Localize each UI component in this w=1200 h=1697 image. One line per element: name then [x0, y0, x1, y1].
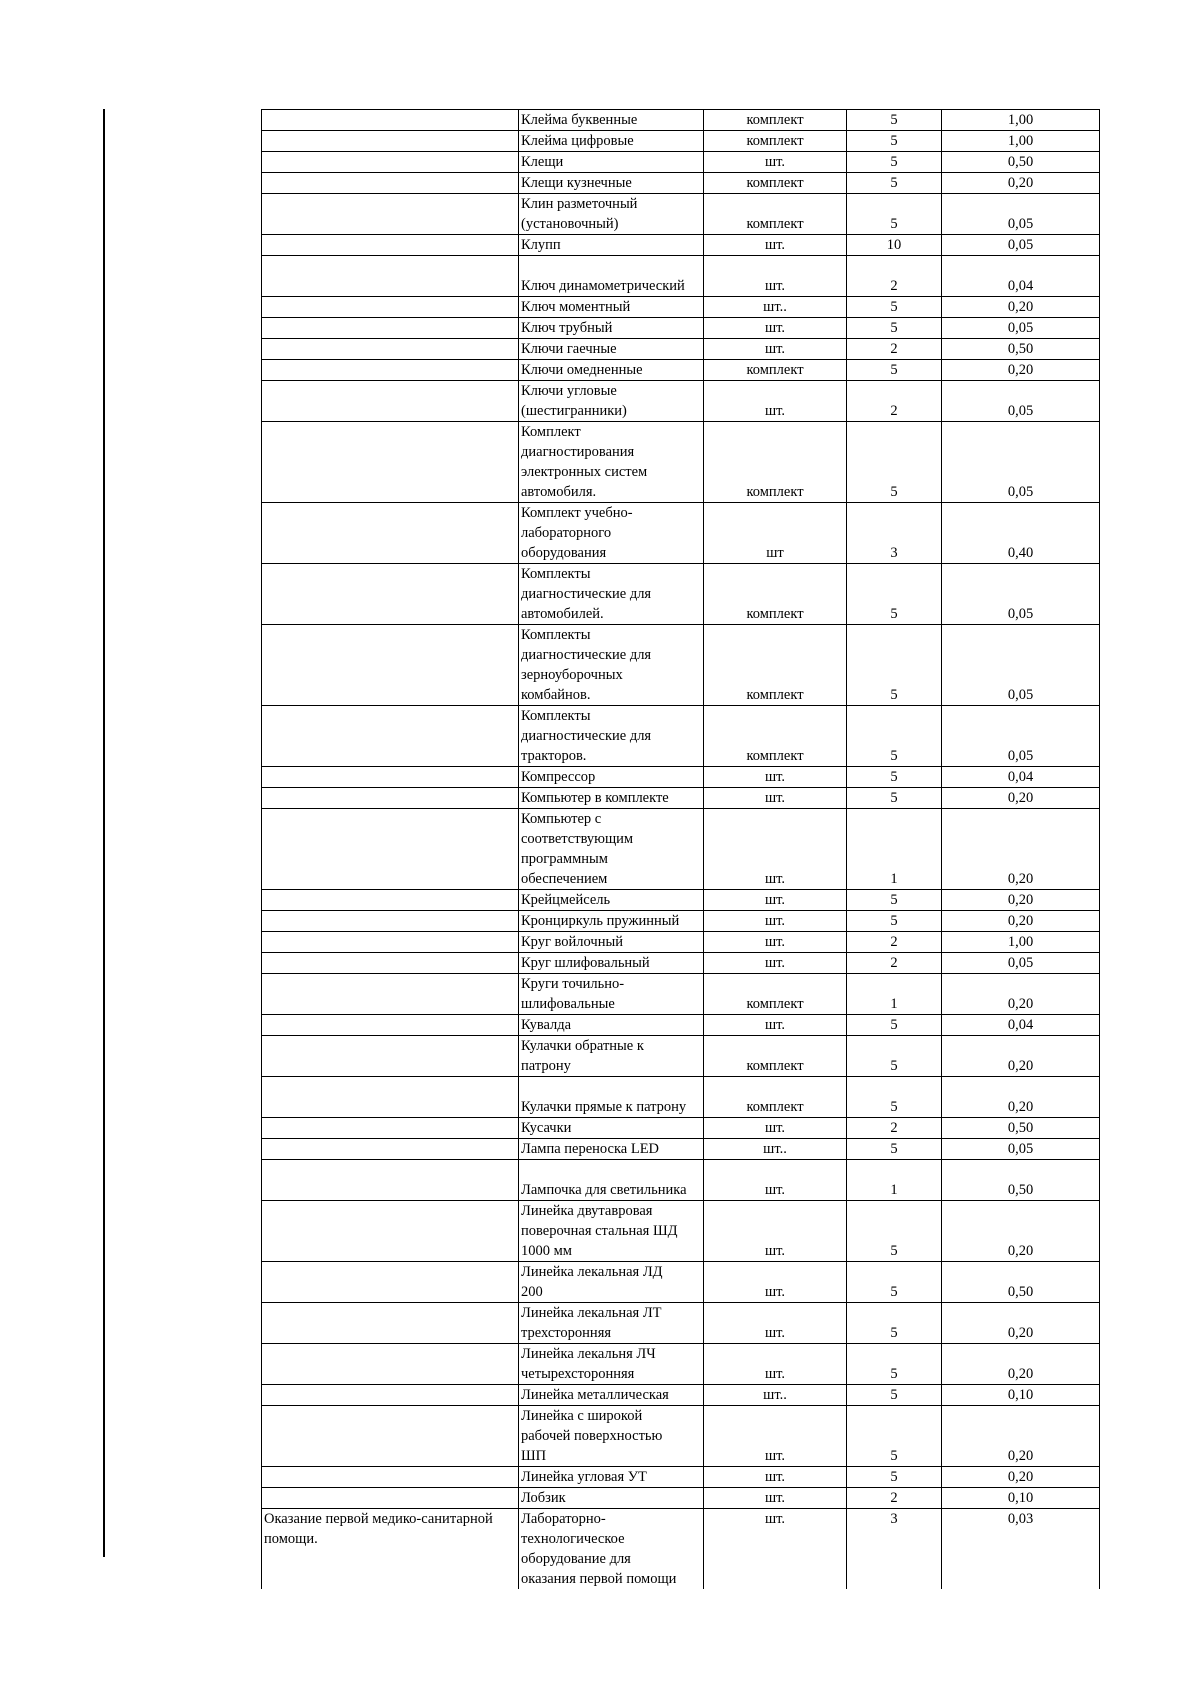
quantity-cell: 3 — [847, 1509, 942, 1590]
item-name-cell: Комплект учебно- лабораторного оборудования — [519, 503, 704, 564]
table-row — [262, 110, 1100, 131]
section-cell — [262, 194, 519, 235]
coefficient-cell: 0,05 — [942, 564, 1100, 625]
coefficient-cell: 1,00 — [942, 932, 1100, 953]
unit-cell: шт. — [704, 152, 847, 173]
table-row — [262, 503, 1100, 564]
section-cell — [262, 809, 519, 890]
quantity-cell: 2 — [847, 339, 942, 360]
section-cell — [262, 974, 519, 1015]
coefficient-cell: 0,50 — [942, 1118, 1100, 1139]
item-name-cell: Кусачки — [519, 1118, 704, 1139]
section-cell — [262, 911, 519, 932]
item-name-cell: Лампочка для светильника — [519, 1160, 704, 1201]
section-cell — [262, 1201, 519, 1262]
table-row — [262, 564, 1100, 625]
item-name-cell: Крейцмейсель — [519, 890, 704, 911]
table-row — [262, 911, 1100, 932]
quantity-cell: 5 — [847, 173, 942, 194]
quantity-cell: 5 — [847, 1406, 942, 1467]
unit-cell: шт.. — [704, 297, 847, 318]
section-cell — [262, 1385, 519, 1406]
table-row — [262, 318, 1100, 339]
table-row — [262, 1015, 1100, 1036]
item-name-cell: Ключ моментный — [519, 297, 704, 318]
section-cell — [262, 932, 519, 953]
unit-cell: шт. — [704, 809, 847, 890]
item-name-cell: Кулачки прямые к патрону — [519, 1077, 704, 1118]
table-row — [262, 974, 1100, 1015]
coefficient-cell: 0,50 — [942, 339, 1100, 360]
quantity-cell: 5 — [847, 1139, 942, 1160]
unit-cell: комплект — [704, 974, 847, 1015]
quantity-cell: 5 — [847, 767, 942, 788]
section-cell — [262, 1160, 519, 1201]
table-row — [262, 788, 1100, 809]
table-row — [262, 706, 1100, 767]
unit-cell: шт. — [704, 1509, 847, 1590]
section-cell — [262, 360, 519, 381]
coefficient-cell: 0,05 — [942, 706, 1100, 767]
table-row — [262, 173, 1100, 194]
section-cell — [262, 1015, 519, 1036]
coefficient-cell: 0,10 — [942, 1385, 1100, 1406]
table-row — [262, 131, 1100, 152]
table-row — [262, 339, 1100, 360]
item-name-cell: Круг войлочный — [519, 932, 704, 953]
unit-cell: комплект — [704, 131, 847, 152]
quantity-cell: 3 — [847, 503, 942, 564]
coefficient-cell: 1,00 — [942, 131, 1100, 152]
table-row — [262, 1385, 1100, 1406]
coefficient-cell: 0,04 — [942, 767, 1100, 788]
unit-cell: шт. — [704, 381, 847, 422]
section-cell — [262, 173, 519, 194]
quantity-cell: 5 — [847, 1077, 942, 1118]
quantity-cell: 10 — [847, 235, 942, 256]
table-row — [262, 767, 1100, 788]
quantity-cell: 5 — [847, 1201, 942, 1262]
section-cell — [262, 1262, 519, 1303]
section-cell — [262, 564, 519, 625]
section-cell — [262, 110, 519, 131]
item-name-cell: Линейка двутавровая поверочная стальная ШД 1000 мм — [519, 1201, 704, 1262]
section-cell — [262, 318, 519, 339]
quantity-cell: 5 — [847, 297, 942, 318]
section-cell — [262, 890, 519, 911]
section-cell — [262, 788, 519, 809]
item-name-cell: Линейка лекальня ЛЧ четырехсторонняя — [519, 1344, 704, 1385]
section-cell — [262, 152, 519, 173]
coefficient-cell: 0,20 — [942, 1406, 1100, 1467]
coefficient-cell: 0,20 — [942, 1036, 1100, 1077]
table-row — [262, 422, 1100, 503]
quantity-cell: 5 — [847, 360, 942, 381]
coefficient-cell: 0,05 — [942, 381, 1100, 422]
table-row — [262, 1344, 1100, 1385]
item-name-cell: Ключ трубный — [519, 318, 704, 339]
item-name-cell: Линейка лекальная ЛД 200 — [519, 1262, 704, 1303]
quantity-cell: 5 — [847, 1344, 942, 1385]
table-row — [262, 1488, 1100, 1509]
unit-cell: шт. — [704, 1467, 847, 1488]
table-row — [262, 1201, 1100, 1262]
section-cell — [262, 1303, 519, 1344]
item-name-cell: Линейка лекальная ЛТ трехсторонняя — [519, 1303, 704, 1344]
item-name-cell: Кулачки обратные к патрону — [519, 1036, 704, 1077]
section-cell — [262, 131, 519, 152]
quantity-cell: 5 — [847, 890, 942, 911]
item-name-cell: Ключи угловые (шестигранники) — [519, 381, 704, 422]
equipment-table-wrapper — [261, 109, 1100, 1589]
coefficient-cell: 0,20 — [942, 1201, 1100, 1262]
unit-cell: комплект — [704, 110, 847, 131]
item-name-cell: Комплект диагностирования электронных систем автомобиля. — [519, 422, 704, 503]
item-name-cell: Клейма цифровые — [519, 131, 704, 152]
unit-cell: шт. — [704, 1344, 847, 1385]
quantity-cell: 5 — [847, 110, 942, 131]
unit-cell: шт. — [704, 1406, 847, 1467]
item-name-cell: Лобзик — [519, 1488, 704, 1509]
unit-cell: шт. — [704, 932, 847, 953]
item-name-cell: Клин разметочный (установочный) — [519, 194, 704, 235]
coefficient-cell: 0,05 — [942, 422, 1100, 503]
unit-cell: шт.. — [704, 1139, 847, 1160]
section-cell — [262, 1344, 519, 1385]
quantity-cell: 1 — [847, 809, 942, 890]
table-row — [262, 1077, 1100, 1118]
item-name-cell: Линейка угловая УТ — [519, 1467, 704, 1488]
coefficient-cell: 0,20 — [942, 1077, 1100, 1118]
coefficient-cell: 0,20 — [942, 809, 1100, 890]
unit-cell: шт. — [704, 339, 847, 360]
section-cell — [262, 1118, 519, 1139]
quantity-cell: 5 — [847, 788, 942, 809]
quantity-cell: 2 — [847, 1488, 942, 1509]
section-cell — [262, 706, 519, 767]
item-name-cell: Клупп — [519, 235, 704, 256]
table-row — [262, 890, 1100, 911]
item-name-cell: Лабораторно- технологическое оборудование для оказания первой помощи — [519, 1509, 704, 1590]
unit-cell: шт. — [704, 1118, 847, 1139]
coefficient-cell: 0,10 — [942, 1488, 1100, 1509]
section-cell — [262, 339, 519, 360]
coefficient-cell: 0,20 — [942, 173, 1100, 194]
unit-cell: шт. — [704, 890, 847, 911]
coefficient-cell: 0,05 — [942, 194, 1100, 235]
coefficient-cell: 0,04 — [942, 1015, 1100, 1036]
coefficient-cell: 0,20 — [942, 890, 1100, 911]
section-cell — [262, 256, 519, 297]
unit-cell: шт. — [704, 953, 847, 974]
table-row — [262, 809, 1100, 890]
table-row — [262, 1160, 1100, 1201]
coefficient-cell: 0,20 — [942, 788, 1100, 809]
coefficient-cell: 0,40 — [942, 503, 1100, 564]
quantity-cell: 1 — [847, 1160, 942, 1201]
item-name-cell: Клейма буквенные — [519, 110, 704, 131]
unit-cell: шт. — [704, 318, 847, 339]
unit-cell: шт. — [704, 767, 847, 788]
section-cell — [262, 503, 519, 564]
item-name-cell: Круг шлифовальный — [519, 953, 704, 974]
table-row — [262, 1467, 1100, 1488]
item-name-cell: Линейка металлическая — [519, 1385, 704, 1406]
quantity-cell: 5 — [847, 706, 942, 767]
unit-cell: шт. — [704, 1201, 847, 1262]
coefficient-cell: 0,20 — [942, 360, 1100, 381]
quantity-cell: 5 — [847, 194, 942, 235]
quantity-cell: 5 — [847, 564, 942, 625]
coefficient-cell: 0,05 — [942, 1139, 1100, 1160]
unit-cell: шт. — [704, 1015, 847, 1036]
table-row — [262, 1036, 1100, 1077]
unit-cell: шт. — [704, 235, 847, 256]
item-name-cell: Ключ динамометрический — [519, 256, 704, 297]
unit-cell: комплект — [704, 625, 847, 706]
equipment-table-body — [262, 110, 1100, 1590]
section-cell — [262, 1036, 519, 1077]
item-name-cell: Компьютер с соответствующим программным обеспечением — [519, 809, 704, 890]
coefficient-cell: 0,20 — [942, 1303, 1100, 1344]
table-row — [262, 297, 1100, 318]
coefficient-cell: 0,05 — [942, 318, 1100, 339]
item-name-cell: Кувалда — [519, 1015, 704, 1036]
item-name-cell: Круги точильно- шлифовальные — [519, 974, 704, 1015]
unit-cell: шт. — [704, 256, 847, 297]
table-row — [262, 381, 1100, 422]
item-name-cell: Клещи кузнечные — [519, 173, 704, 194]
quantity-cell: 5 — [847, 1015, 942, 1036]
quantity-cell: 5 — [847, 1303, 942, 1344]
item-name-cell: Комплекты диагностические для автомобилей. — [519, 564, 704, 625]
table-row — [262, 953, 1100, 974]
table-row — [262, 360, 1100, 381]
unit-cell: шт. — [704, 1262, 847, 1303]
quantity-cell: 2 — [847, 256, 942, 297]
section-cell — [262, 1406, 519, 1467]
left-margin-rule — [103, 109, 105, 1557]
item-name-cell: Линейка с широкой рабочей поверхностью ШП — [519, 1406, 704, 1467]
coefficient-cell: 0,20 — [942, 974, 1100, 1015]
quantity-cell: 2 — [847, 1118, 942, 1139]
item-name-cell: Комплекты диагностические для тракторов. — [519, 706, 704, 767]
quantity-cell: 5 — [847, 625, 942, 706]
table-row — [262, 235, 1100, 256]
unit-cell: комплект — [704, 564, 847, 625]
section-cell — [262, 625, 519, 706]
table-row — [262, 932, 1100, 953]
section-cell — [262, 1139, 519, 1160]
quantity-cell: 5 — [847, 1467, 942, 1488]
coefficient-cell: 0,50 — [942, 152, 1100, 173]
quantity-cell: 2 — [847, 932, 942, 953]
quantity-cell: 5 — [847, 911, 942, 932]
quantity-cell: 5 — [847, 1262, 942, 1303]
item-name-cell: Компьютер в комплекте — [519, 788, 704, 809]
table-row — [262, 1139, 1100, 1160]
coefficient-cell: 0,04 — [942, 256, 1100, 297]
table-row — [262, 1509, 1100, 1590]
item-name-cell: Лампа переноска LED — [519, 1139, 704, 1160]
table-row — [262, 1406, 1100, 1467]
table-row — [262, 256, 1100, 297]
table-row — [262, 194, 1100, 235]
quantity-cell: 5 — [847, 1036, 942, 1077]
table-row — [262, 1118, 1100, 1139]
coefficient-cell: 0,03 — [942, 1509, 1100, 1590]
quantity-cell: 5 — [847, 1385, 942, 1406]
quantity-cell: 5 — [847, 131, 942, 152]
coefficient-cell: 0,50 — [942, 1160, 1100, 1201]
coefficient-cell: 0,05 — [942, 625, 1100, 706]
coefficient-cell: 0,05 — [942, 953, 1100, 974]
item-name-cell: Комплекты диагностические для зерноуборочных комбайнов. — [519, 625, 704, 706]
unit-cell: комплект — [704, 173, 847, 194]
quantity-cell: 2 — [847, 381, 942, 422]
section-cell — [262, 767, 519, 788]
unit-cell: комплект — [704, 194, 847, 235]
item-name-cell: Ключи гаечные — [519, 339, 704, 360]
unit-cell: шт. — [704, 1488, 847, 1509]
coefficient-cell: 0,20 — [942, 911, 1100, 932]
unit-cell: комплект — [704, 1077, 847, 1118]
coefficient-cell: 0,20 — [942, 1344, 1100, 1385]
section-cell — [262, 1077, 519, 1118]
unit-cell: шт.. — [704, 1385, 847, 1406]
section-cell — [262, 297, 519, 318]
unit-cell: комплект — [704, 422, 847, 503]
section-cell — [262, 953, 519, 974]
quantity-cell: 1 — [847, 974, 942, 1015]
table-row — [262, 625, 1100, 706]
item-name-cell: Ключи омедненные — [519, 360, 704, 381]
unit-cell: шт. — [704, 911, 847, 932]
unit-cell: комплект — [704, 1036, 847, 1077]
table-row — [262, 1303, 1100, 1344]
table-row — [262, 1262, 1100, 1303]
item-name-cell: Кронциркуль пружинный — [519, 911, 704, 932]
unit-cell: шт. — [704, 788, 847, 809]
unit-cell: шт. — [704, 1303, 847, 1344]
unit-cell: шт — [704, 503, 847, 564]
coefficient-cell: 0,05 — [942, 235, 1100, 256]
coefficient-cell: 0,20 — [942, 1467, 1100, 1488]
coefficient-cell: 0,50 — [942, 1262, 1100, 1303]
quantity-cell: 5 — [847, 152, 942, 173]
unit-cell: комплект — [704, 706, 847, 767]
coefficient-cell: 0,20 — [942, 297, 1100, 318]
section-cell: Оказание первой медико-санитарной помощи. — [262, 1509, 519, 1590]
item-name-cell: Клещи — [519, 152, 704, 173]
quantity-cell: 5 — [847, 422, 942, 503]
quantity-cell: 2 — [847, 953, 942, 974]
section-cell — [262, 1467, 519, 1488]
unit-cell: шт. — [704, 1160, 847, 1201]
table-row — [262, 152, 1100, 173]
section-cell — [262, 235, 519, 256]
item-name-cell: Компрессор — [519, 767, 704, 788]
section-cell — [262, 422, 519, 503]
section-cell — [262, 1488, 519, 1509]
quantity-cell: 5 — [847, 318, 942, 339]
section-cell — [262, 381, 519, 422]
coefficient-cell: 1,00 — [942, 110, 1100, 131]
unit-cell: комплект — [704, 360, 847, 381]
equipment-table — [261, 109, 1100, 1589]
